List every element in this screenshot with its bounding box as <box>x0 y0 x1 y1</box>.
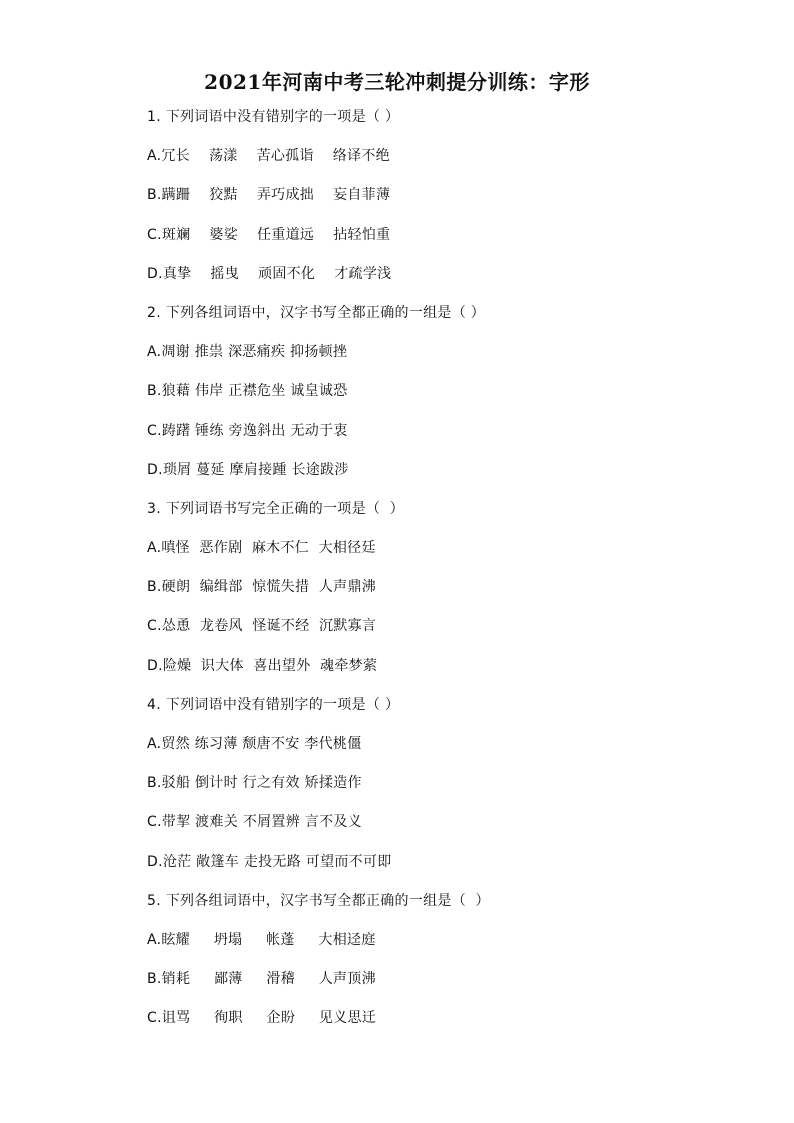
question-1-stem: 1. 下列词语中没有错别字的一项是（ ） <box>147 109 400 125</box>
question-1-option-a: A.冗长 荡漾 苦心孤诣 络译不绝 <box>147 148 390 165</box>
question-2-option-b: B.狼藉 伟岸 正襟危坐 诚皇诚恐 <box>147 383 348 400</box>
question-5-option-c: C.诅骂 徇职 企盼 见义思迁 <box>147 1010 377 1027</box>
question-5-option-b: B.销耗 鄙薄 滑稽 人声顶沸 <box>147 971 376 988</box>
question-1-option-c: C.斑斓 婆娑 任重道远 拈轻怕重 <box>147 226 391 243</box>
question-1-option-b: B.蹒跚 狡黠 弄巧成拙 妄自菲薄 <box>147 187 391 204</box>
question-3-option-a: A.嗔怪 恶作剧 麻木不仁 大相径廷 <box>147 540 376 557</box>
question-4-option-a: A.贸然 练习薄 颓唐不安 李代桃僵 <box>147 736 362 752</box>
question-2-option-a: A.凋谢 推祟 深恶痛疾 抑扬顿挫 <box>147 344 348 361</box>
question-4-option-b: B.驳船 倒计时 行之有效 矫揉造作 <box>147 775 362 792</box>
question-list <box>147 104 707 1045</box>
question-3-option-c: C.怂恿 龙卷风 怪诞不经 沉默寡言 <box>147 618 377 635</box>
question-5-option-a: A.眩耀 坍塌 帐蓬 大相迳庭 <box>147 931 376 948</box>
question-2-option-c: C.踌躇 锤练 旁逸斜出 无动于衷 <box>147 422 348 439</box>
question-5-stem: 5. 下列各组词语中，汉字书写全都正确的一组是（ ） <box>147 892 490 909</box>
question-4-option-d: D.沧茫 敞篷车 走投无路 可望而不可即 <box>147 853 392 870</box>
question-3-option-b: B.硬朗 编缉部 惊慌失措 人声鼎沸 <box>147 579 377 596</box>
question-2-stem: 2. 下列各组词语中，汉字书写全都正确的一组是（ ） <box>147 304 486 321</box>
question-3-option-d: D.险燥 识大体 喜出望外 魂牵梦萦 <box>147 657 378 674</box>
question-2-option-d: D.琐屑 蔓延 摩肩接踵 长途跋涉 <box>147 461 349 478</box>
document-title: 2021年河南中考三轮冲刺提分训练：字形 <box>204 70 590 94</box>
question-4-option-c: C.带挈 渡难关 不屑置辨 言不及义 <box>147 814 362 831</box>
question-3-stem: 3. 下列词语书写完全正确的一项是（ ） <box>147 500 405 517</box>
question-4-stem: 4. 下列词语中没有错别字的一项是（ ） <box>147 696 400 713</box>
question-1-option-d: D.真挚 摇曳 顽固不化 才疏学浅 <box>147 265 392 282</box>
